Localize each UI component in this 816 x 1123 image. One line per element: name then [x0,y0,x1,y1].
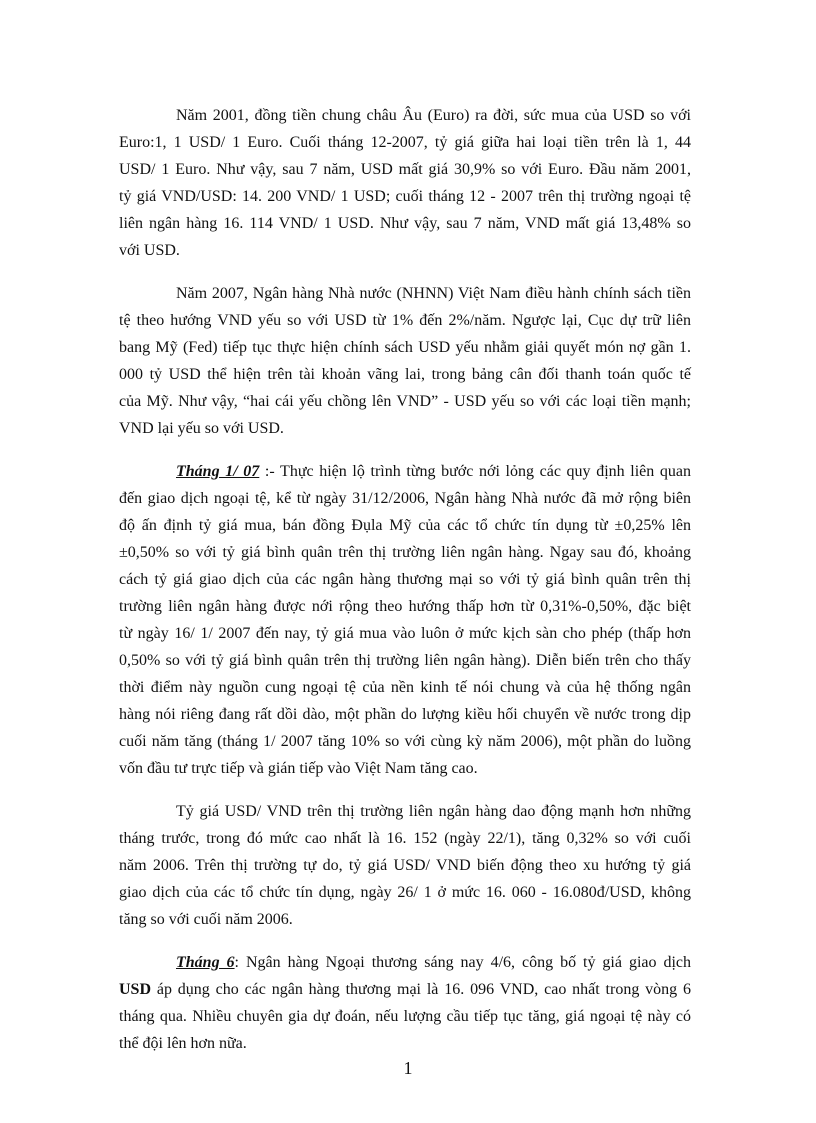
line-text: năm 2006. Trên thị trường tự do, tỷ giá USD/ VND biến động theo xu hướng tỷ giá [119,857,691,874]
text-line [119,280,691,307]
line-text: Euro:1, 1 USD/ 1 Euro. Cuối tháng 12-2007, tỷ giá giữa hai loại tiền trên là 1, 44 [119,134,691,151]
text-line [119,415,691,442]
text-line [119,307,691,334]
line-text: VND lại yếu so với USD. [119,420,284,437]
text-line [119,156,691,183]
line-text: Năm 2001, đồng tiền chung châu Âu (Euro) ra đời, sức mua của USD so với [176,107,691,124]
page-number: 1 [403,1058,413,1078]
document-body [119,102,691,1073]
text-line [119,755,691,782]
text-line [119,949,691,976]
text-line [119,879,691,906]
line-text: độ ấn định tỷ giá mua, bán đồng Đụla Mỹ của các tổ chức tín dụng từ ±0,25% lên [119,517,691,534]
text-line [119,620,691,647]
section-heading: Tháng 1/ 07 [176,463,260,480]
text-line [119,485,691,512]
text-line [119,976,691,1003]
text-line [119,458,691,485]
text-line [119,825,691,852]
line-text: tháng trước, trong đó mức cao nhất là 16. 152 (ngày 22/1), tăng 0,32% so với cuối [119,830,691,847]
text-line [119,728,691,755]
line-text: với USD. [119,242,180,259]
text-line [119,647,691,674]
line-text: ±0,50% so với tỷ giá bình quân trên thị trường liên ngân hàng. Ngay sau đó, khoảng [119,544,691,561]
line-text: vốn đầu tư trực tiếp và gián tiếp vào Việt Nam tăng cao. [119,760,478,777]
text-line [119,852,691,879]
text-line [119,798,691,825]
line-text: tháng qua. Nhiều chuyên gia dự đoán, nếu lượng cầu tiếp tục tăng, giá ngoại tệ này có [119,1008,691,1025]
paragraph [119,280,691,442]
line-text: 000 tỷ USD thể hiện trên tài khoản vãng lai, trong bảng cân đối thanh toán quốc tế [119,366,691,383]
line-text: của Mỹ. Như vậy, “hai cái yếu chồng lên VND” - USD yếu so với các loại tiền mạnh; [119,393,691,410]
text-line [119,210,691,237]
line-text: cách tỷ giá giao dịch của các ngân hàng thương mại so với tỷ giá bình quân trên thị [119,571,691,588]
text-line [119,1003,691,1030]
text-line [119,539,691,566]
line-text: áp dụng cho các ngân hàng thương mại là 16. 096 VND, cao nhất trong vòng 6 [151,981,691,998]
text-line [119,674,691,701]
bold-term: USD [119,981,152,998]
text-line [119,237,691,264]
line-text: tăng so với cuối năm 2006. [119,911,293,928]
text-line [119,566,691,593]
section-heading: Tháng 6 [176,954,235,971]
line-text: trường liên ngân hàng được nới rộng theo hướng thấp hơn từ 0,31%-0,50%, đặc biệt [119,598,691,615]
paragraph [119,949,691,1057]
text-line [119,701,691,728]
text-line [119,388,691,415]
text-line [119,102,691,129]
paragraph [119,102,691,264]
line-text: giao dịch của các tổ chức tín dụng, ngày 26/ 1 ở mức 16. 060 - 16.080đ/USD, không [119,884,691,901]
line-text: từ ngày 16/ 1/ 2007 đến nay, tỷ giá mua vào luôn ở mức kịch sàn cho phép (thấp hơn [119,625,691,642]
text-line [119,512,691,539]
text-line [119,1030,691,1057]
line-text: tệ theo hướng VND yếu so với USD từ 1% đến 2%/năm. Ngược lại, Cục dự trữ liên [119,312,691,329]
line-text: :- Thực hiện lộ trình từng bước nới lỏng các quy định liên quan [259,463,691,480]
text-line [119,906,691,933]
text-line [119,129,691,156]
line-text: tỷ giá VND/USD: 14. 200 VND/ 1 USD; cuối tháng 12 - 2007 trên thị trường ngoại tệ [119,188,691,205]
line-text: Năm 2007, Ngân hàng Nhà nước (NHNN) Việt Nam điều hành chính sách tiền [176,285,691,302]
paragraph [119,458,691,782]
line-text: thời điểm này nguồn cung ngoại tệ của nền kinh tế nói chung và của hệ thống ngân [119,679,691,696]
line-text: bang Mỹ (Fed) tiếp tục thực hiện chính sách USD yếu nhằm giải quyết món nợ gần 1. [119,339,691,356]
text-line [119,593,691,620]
line-text: cuối năm tăng (tháng 1/ 2007 tăng 10% so với cùng kỳ năm 2006), một phần do luồng [119,733,691,750]
text-line [119,361,691,388]
line-text: 0,50% so với tỷ giá bình quân trên thị trường liên ngân hàng). Diễn biến trên cho thấy [119,652,691,669]
paragraph [119,798,691,933]
line-text: hàng nói riêng đang rất dồi dào, một phần do lượng kiều hối chuyển về nước trong dịp [119,706,691,723]
line-text: Tỷ giá USD/ VND trên thị trường liên ngân hàng dao động mạnh hơn những [176,803,691,820]
text-line [119,183,691,210]
text-line [119,334,691,361]
line-text: : Ngân hàng Ngoại thương sáng nay 4/6, công bố tỷ giá giao dịch [234,954,691,971]
line-text: liên ngân hàng 16. 114 VND/ 1 USD. Như vậy, sau 7 năm, VND mất giá 13,48% so [119,215,691,232]
line-text: USD/ 1 Euro. Như vậy, sau 7 năm, USD mất giá 30,9% so với Euro. Đầu năm 2001, [119,161,691,178]
line-text: thể đội lên hơn nữa. [119,1035,247,1052]
line-text: đến giao dịch ngoại tệ, kể từ ngày 31/12/2006, Ngân hàng Nhà nước đã mở rộng biên [119,490,691,507]
